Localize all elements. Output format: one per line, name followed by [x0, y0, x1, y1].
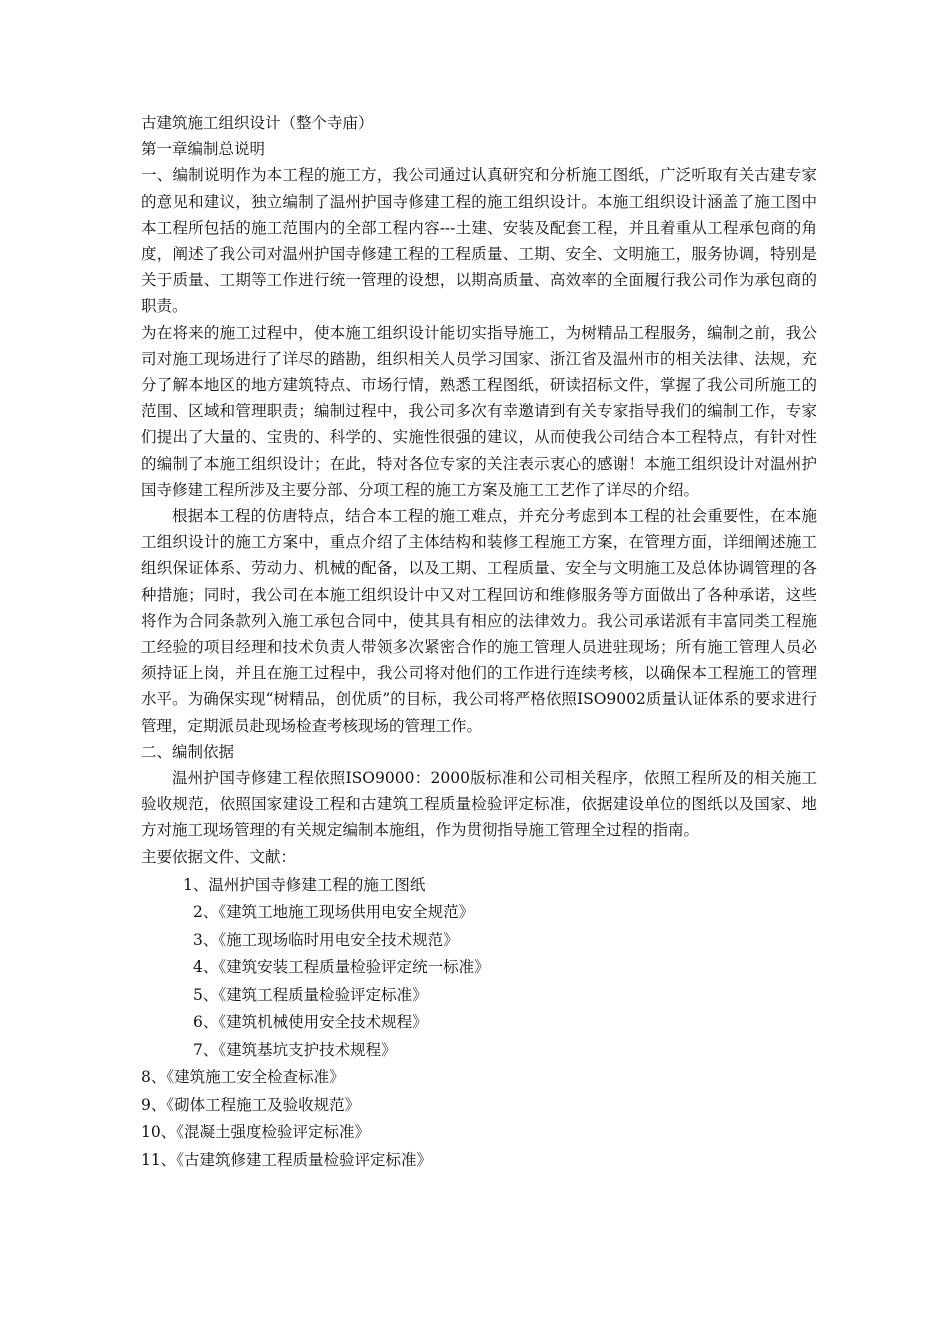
document-title: 古建筑施工组织设计（整个寺庙） [141, 114, 374, 132]
document-body [141, 110, 817, 1174]
list-item: 10、《混凝土强度检验评定标准》 [141, 1123, 370, 1142]
list-item: 6、《建筑机械使用安全技术规程》 [193, 1013, 428, 1032]
list-item: 1、温州护国寺修建工程的施工图纸 [183, 875, 426, 894]
paragraph-compilation-notes: 一、编制说明作为本工程的施工方，我公司通过认真研究和分析施工图纸，广泛听取有关古建专家的意见和建议，独立编制了温州护国寺修建工程的施工组织设计。本施工组织设计涵盖了施工图中本工程所包括的施工范围内的全部工程内容---土建、安装及配套工程，并且着重从工程承包商的角度，阐述了我公司对温州护国寺修建工程的工程质量、工期、安全、文明施工，服务协调，特别是关于质量、工期等工作进行统一管理的设想，以期高质量、高效率的全面履行我公司作为承包商的职责。 [141, 166, 817, 316]
paragraph-basis: 温州护国寺修建工程依照ISO9000：2000版标准和公司相关程序，依照工程所及的相关施工验收规范，依照国家建设工程和古建筑工程质量检验评定标准，依据建设单位的图纸以及国家、地方对施工现场管理的有关规定编制本施组，作为贯彻指导施工管理全过程的指南。 [141, 769, 817, 840]
list-item: 3、《施工现场临时用电安全技术规范》 [193, 930, 459, 949]
list-item: 11、《古建筑修建工程质量检验评定标准》 [141, 1150, 432, 1169]
list-item: 8、《建筑施工安全检查标准》 [141, 1068, 345, 1087]
list-item: 9、《砌体工程施工及验收规范》 [141, 1095, 361, 1114]
references-list [141, 872, 817, 1175]
chapter-heading: 第一章编制总说明 [141, 140, 266, 159]
list-item: 2、《建筑工地施工现场供用电安全规范》 [193, 903, 475, 922]
list-item: 7、《建筑基坑支护技术规程》 [193, 1040, 397, 1059]
section-heading-basis: 二、编制依据 [141, 742, 235, 761]
paragraph-features: 根据本工程的仿唐特点，结合本工程的施工难点，并充分考虑到本工程的社会重要性，在本施工组织设计的施工方案中，重点介绍了主体结构和装修工程施工方案，在管理方面，详细阐述施工组织保证体系、劳动力、机械的配备，以及工期、工程质量、安全与文明施工及总体协调管理的各种措施；同时，我公司在本施工组织设计中又对工程回访和维修服务等方面做出了各种承诺，这些将作为合同条款列入施工承包合同中，使其具有相应的法律效力。我公司承诺派有丰富同类工程施工经验的项目经理和技术负责人带领多次紧密合作的施工管理人员进驻现场；所有施工管理人员必须持证上岗，并且在施工过程中，我公司将对他们的工作进行连续考核，以确保本工程施工的管理水平。为确保实现“树精品，创优质”的目标，我公司将严格依照ISO9002质量认证体系的要求进行管理，定期派员赴现场检查考核现场的管理工作。 [141, 507, 817, 735]
list-item: 4、《建筑安装工程质量检验评定统一标准》 [193, 958, 490, 977]
references-heading: 主要依据文件、文献： [141, 847, 297, 866]
list-item: 5、《建筑工程质量检验评定标准》 [193, 985, 428, 1004]
paragraph-preparation: 为在将来的施工过程中，使本施工组织设计能切实指导施工，为树精品工程服务，编制之前，我公司对施工现场进行了详尽的踏勘，组织相关人员学习国家、浙江省及温州市的相关法律、法规，充分了解本地区的地方建筑特点、市场行情，熟悉工程图纸，研读招标文件，掌握了我公司所施工的范围、区域和管理职责；编制过程中，我公司多次有幸邀请到有关专家指导我们的编制工作，专家们提出了大量的、宝贵的、科学的、实施性很强的建议，从而使我公司结合本工程特点，有针对性的编制了本施工组织设计；在此，特对各位专家的关注表示衷心的感谢！本施工组织设计对温州护国寺修建工程所涉及主要分部、分项工程的施工方案及施工工艺作了详尽的介绍。 [141, 323, 817, 499]
